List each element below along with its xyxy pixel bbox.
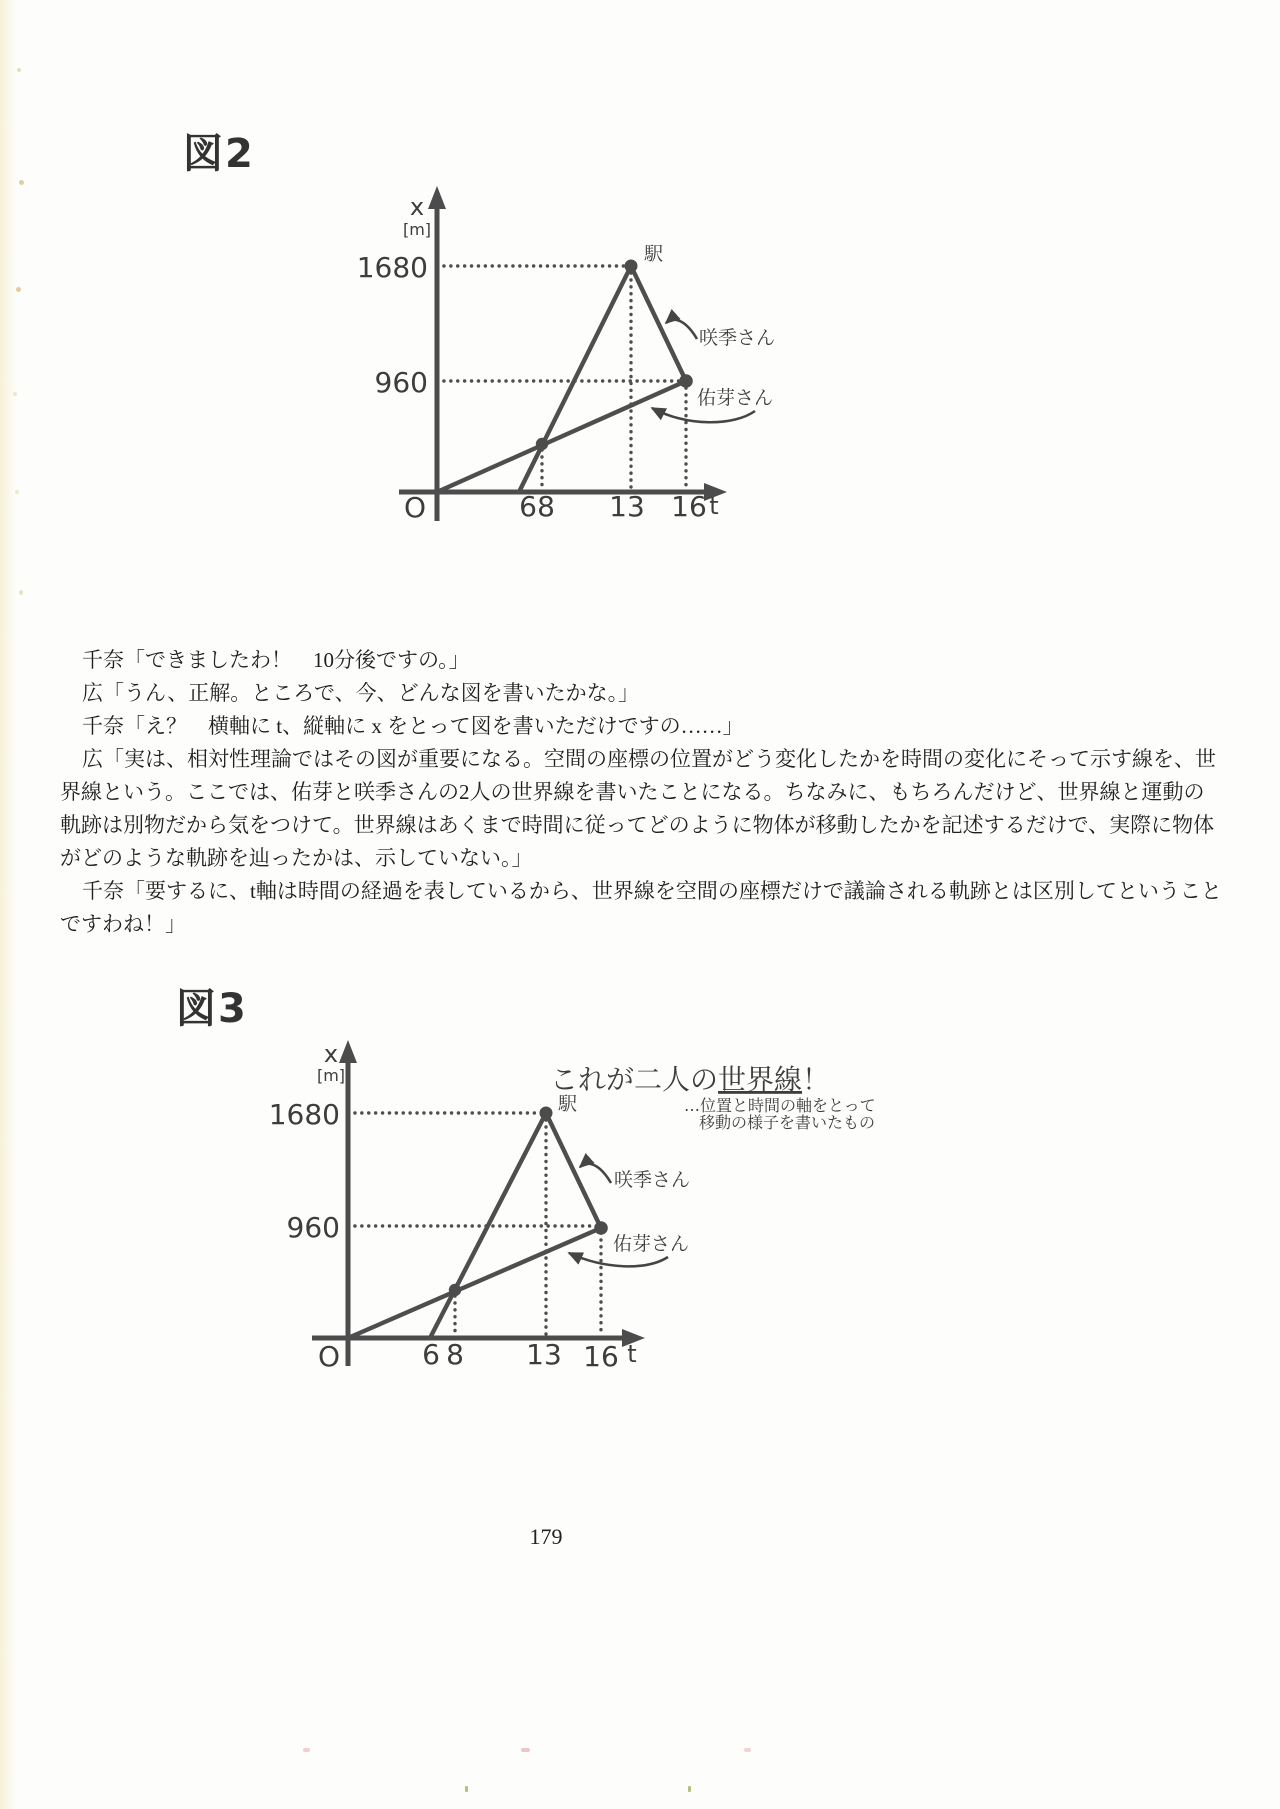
scan-speck — [15, 490, 19, 494]
scan-speck — [19, 590, 23, 595]
scan-speck — [16, 287, 21, 292]
dialogue-line: 千奈「できましたわ！ 10分後ですの。」 — [82, 648, 470, 672]
fig2-y-axis-unit: [m] — [402, 220, 432, 239]
fig2-y-axis-label: x — [409, 193, 425, 221]
fig3-origin-label: O — [317, 1340, 341, 1373]
fig3-ttick-13: 13 — [526, 1338, 562, 1371]
fig2-y-axis-arrow-icon — [428, 186, 446, 209]
fig3-yume-arrow-icon — [569, 1253, 668, 1266]
fig2-yume-arrow-icon — [652, 408, 755, 422]
fig2-ttick-13: 13 — [609, 490, 645, 523]
fig2-ytick-960: 960 — [374, 366, 428, 399]
fig3-yume-end-point — [594, 1221, 608, 1235]
fig2-ttick-8: 8 — [537, 490, 555, 523]
fig3-annotation-note2: 移動の様子を書いたもの — [699, 1113, 876, 1132]
figure2-graph — [355, 165, 790, 530]
dialogue-line: 広「実は、相対性理論ではその図が重要になる。空間の座標の位置がどう変化したかを時間の変化にそって示す線を、世 — [82, 747, 1216, 771]
fig2-yume-label: 佑芽さん — [697, 387, 774, 409]
fig2-origin-label: O — [403, 491, 427, 524]
fig3-annotation-underlined: 世界線 — [718, 1063, 803, 1096]
fig3-annotation-prefix: これが二人の — [550, 1063, 719, 1096]
dialogue — [60, 644, 1232, 941]
fig3-annotation-suffix: ！ — [802, 1063, 831, 1096]
scan-speck — [13, 392, 17, 396]
fig3-annotation-title — [550, 1063, 830, 1096]
fig3-annotation-note1: …位置と時間の軸をとって — [684, 1096, 876, 1115]
fig2-yume-end-point — [679, 374, 693, 388]
fig2-t-axis-label: t — [709, 492, 719, 520]
dialogue-line: 千奈「え？ 横軸に t、縦軸に x をとって図を書いただけですの……」 — [82, 714, 744, 738]
fig3-yume-worldline — [348, 1228, 601, 1338]
fig2-ttick-6: 6 — [519, 490, 537, 523]
dialogue-line: 界線という。ここでは、佑芽と咲季さんの2人の世界線を書いたことになる。ちなみに、もちろんだけど、世界線と運動の — [60, 780, 1205, 804]
fig3-ttick-8: 8 — [446, 1338, 464, 1371]
fig3-ytick-960: 960 — [286, 1211, 340, 1244]
fig3-station-label: 駅 — [558, 1093, 578, 1115]
dialogue-line: 千奈「要するに、t軸は時間の経過を表しているから、世界線を空間の座標だけで議論される軌跡とは区別してということ — [82, 879, 1222, 903]
scan-speck — [303, 1748, 310, 1752]
scan-speck — [465, 1786, 468, 1792]
fig2-crossing-point — [536, 438, 548, 450]
dialogue-line: 広「うん、正解。ところで、今、どんな図を書いたかな。」 — [82, 681, 640, 705]
scan-speck — [688, 1786, 691, 1792]
dialogue-line: ですわね！」 — [60, 912, 186, 936]
scan-speck — [744, 1748, 751, 1752]
figure3-label: 図3 — [176, 986, 248, 1032]
fig3-y-axis-unit: [m] — [316, 1066, 346, 1085]
scan-speck — [521, 1748, 530, 1752]
fig3-y-axis-arrow-icon — [339, 1040, 357, 1063]
fig2-station-label: 駅 — [644, 243, 664, 265]
figure2-label: 図2 — [183, 131, 255, 177]
fig2-saki-arrow-icon — [666, 320, 697, 339]
scan-speck — [17, 68, 21, 72]
fig3-ttick-6: 6 — [422, 1338, 440, 1371]
fig3-yume-label: 佑芽さん — [613, 1233, 690, 1255]
fig3-crossing-point — [449, 1284, 461, 1296]
fig2-ytick-1680: 1680 — [356, 251, 428, 284]
fig2-yume-worldline — [437, 381, 686, 492]
page-number: 179 — [529, 1524, 563, 1549]
fig2-saki-label: 咲季さん — [699, 327, 776, 349]
fig2-station-point — [625, 260, 638, 273]
dialogue-line: がどのような軌跡を辿ったかは、示していない。」 — [60, 846, 533, 870]
figure3-graph — [265, 1035, 925, 1385]
fig3-station-point — [540, 1107, 553, 1120]
fig3-ttick-16: 16 — [583, 1340, 619, 1373]
fig3-y-axis-label: x — [323, 1040, 339, 1068]
fig3-saki-arrow-icon — [580, 1164, 611, 1183]
fig3-saki-label: 咲季さん — [614, 1169, 691, 1191]
fig3-t-axis-label: t — [627, 1340, 637, 1368]
fig3-ytick-1680: 1680 — [268, 1098, 340, 1131]
fig2-saki-worldline — [519, 266, 686, 492]
dialogue-line: 軌跡は別物だから気をつけて。世界線はあくまで時間に従ってどのように物体が移動したかを記述するだけで、実際に物体 — [60, 813, 1215, 837]
scan-edge-artifact — [0, 0, 16, 1809]
scan-speck — [19, 180, 24, 185]
fig2-ttick-16: 16 — [671, 490, 707, 523]
